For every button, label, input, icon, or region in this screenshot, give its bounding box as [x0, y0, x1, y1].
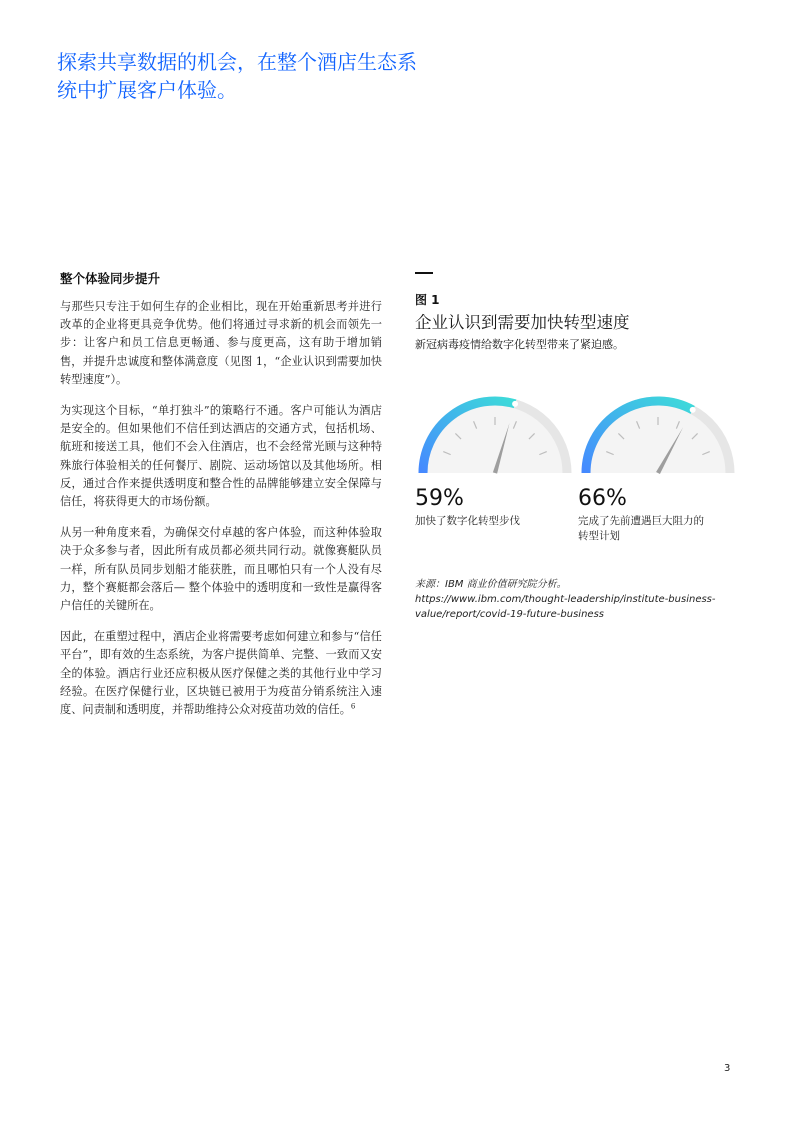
gauge-2-dial — [578, 393, 738, 478]
gauge-group — [415, 393, 745, 553]
article-column — [60, 270, 382, 732]
paragraph-1: 与那些只专注于如何生存的企业相比，现在开始重新思考并进行改革的企业将更具竞争优势。他们将通过寻求新的机会而领先一步：让客户和员工信息更畅通、参与度更高，这有助于增加销售，并提升忠诚度和整体满意度（见图 1，“企业认识到需要加快转型速度”）。 — [60, 300, 382, 386]
gauge-2-value: 66% — [578, 486, 627, 511]
gauge-face — [586, 401, 730, 473]
paragraph-3: 从另一种角度来看，为确保交付卓越的客户体验，而这种体验取决于众多参与者，因此所有成员都必须共同行动。就像赛艇队员一样，所有队员同步划船才能获胜，而且哪怕只有一个人没有尽力，整个赛艇都会落后— 整个体验中的透明度和一致性是赢得客户信任的关键所在。 — [60, 526, 382, 613]
gauge-2-description: 完成了先前遭遇巨大阻力的转型计划 — [578, 515, 704, 542]
gauge-1-description: 加快了数字化转型步伐 — [415, 515, 520, 527]
figure-title: 企业认识到需要加快转型速度 — [415, 313, 630, 332]
figure-subtitle: 新冠病毒疫情给数字化转型带来了紧迫感。 — [415, 338, 624, 351]
paragraph-4-text: 因此，在重塑过程中，酒店企业将需要考虑如何建立和参与“信任平台”，即有效的生态系统，为客户提供简单、完整、一致而又安全的体验。酒店行业还应积极从医疗保健之类的其他行业中学习经验。在医疗保健行业，区块链已被用于为疫苗分销系统注入速度、问责制和透明度，并帮助维持公众对疫苗功效的信任。 — [60, 630, 382, 717]
page-number: 3 — [724, 1063, 731, 1074]
source-label: 来源：IBM 商业价值研究院分析。 — [415, 579, 567, 590]
gauge-face — [423, 401, 567, 473]
section-title: 整个体验同步提升 — [60, 271, 161, 286]
gauge-1-dial — [415, 393, 575, 478]
paragraph-2: 为实现这个目标，“单打独斗”的策略行不通。客户可能认为酒店是安全的。但如果他们不信任到达酒店的交通方式，包括机场、航班和接送工具，他们不会入住酒店，也不会经常光顾与这种特殊旅行体验相关的任何餐厅、剧院、运动场馆以及其他场所。相反，通过合作来提供透明度和整合性的品牌能够建立安全保障与信任，将获得更大的市场份额。 — [60, 404, 382, 509]
paragraph-4 — [60, 628, 382, 719]
page-headline: 探索共享数据的机会，在整个酒店生态系统中扩展客户体验。 — [57, 50, 417, 102]
source-url[interactable]: https://www.ibm.com/thought-leadership/institute-business-value/report/covid-19-future-business — [415, 594, 716, 620]
gauge-1 — [415, 393, 580, 529]
figure-source — [415, 577, 735, 622]
figure-label: 图 1 — [415, 293, 440, 307]
footnote-marker: 6 — [350, 702, 356, 711]
figure-divider — [415, 272, 433, 274]
figure-panel — [415, 272, 745, 553]
gauge-1-value: 59% — [415, 486, 464, 511]
gauge-end-dot — [512, 401, 518, 407]
gauge-end-dot — [690, 407, 696, 413]
gauge-2 — [578, 393, 743, 544]
